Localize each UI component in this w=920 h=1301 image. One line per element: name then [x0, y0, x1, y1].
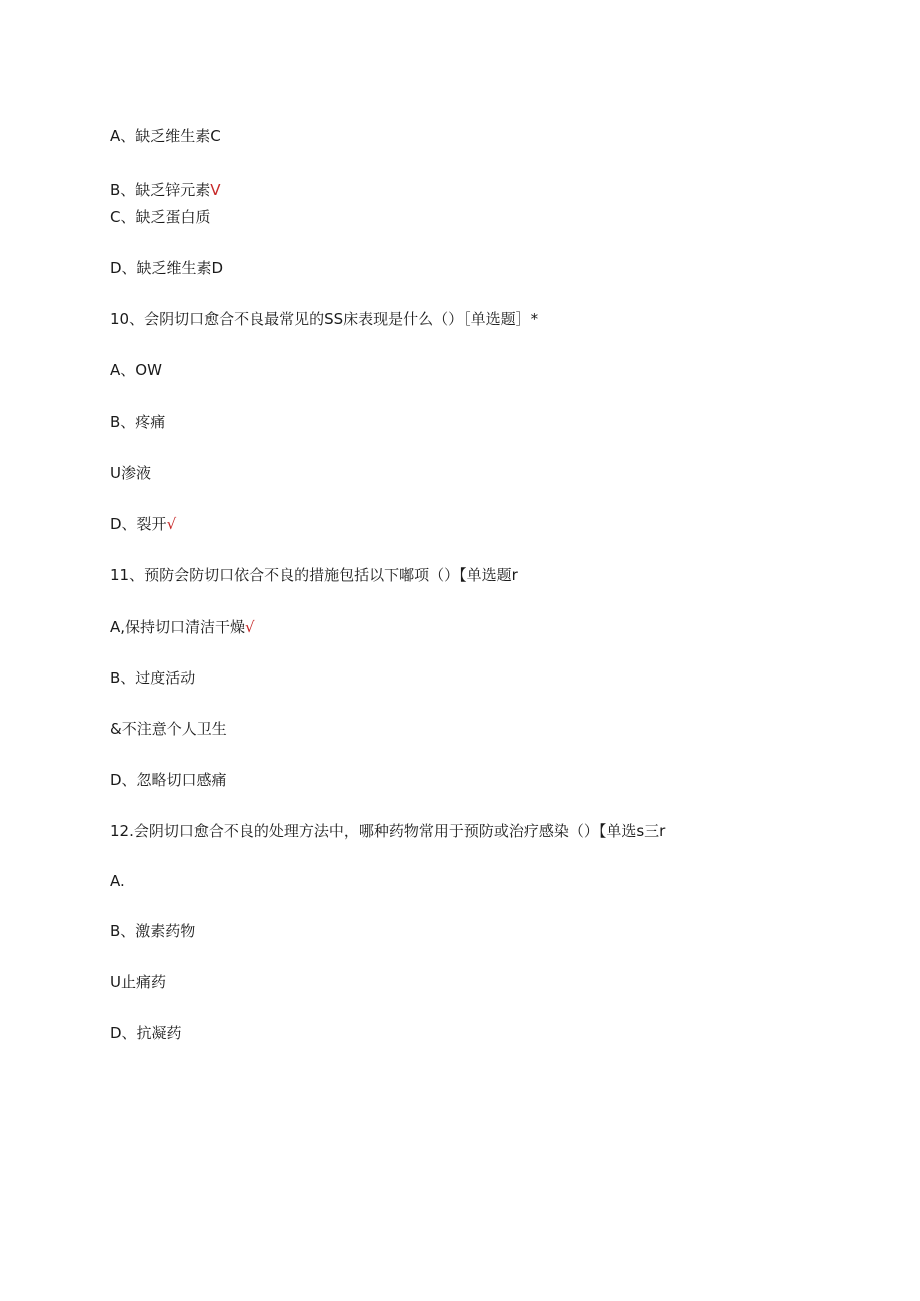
correct-answer-mark: √ [166, 515, 177, 533]
q11-option-c [110, 719, 227, 739]
q11-option-b-text: B、过度活动 [110, 669, 196, 687]
q9-option-a-text: A、缺乏维生素C [110, 127, 221, 145]
q12-stem [110, 821, 665, 841]
q11-stem-text: 11、预防会防切口依合不良的措施包括以下嘟项（）【单选题r [110, 566, 518, 584]
q11-option-b [110, 668, 195, 688]
q11-option-a [110, 617, 255, 637]
q11-option-c-text: &不注意个人卫生 [110, 720, 227, 738]
correct-answer-mark: √ [245, 618, 255, 636]
q12-option-b-text: B、激素药物 [110, 922, 196, 940]
q12-option-a-text: A. [110, 872, 125, 890]
q11-option-d-text: D、忽略切口感痛 [110, 771, 227, 789]
q9-option-c-text: C、缺乏蛋白质 [110, 208, 211, 226]
q10-option-b [110, 412, 165, 432]
q9-option-d [110, 258, 223, 278]
q10-option-d-text: D、裂开 [110, 515, 167, 533]
q9-option-b [110, 180, 221, 200]
q10-option-d [110, 514, 176, 534]
q12-option-b [110, 921, 195, 941]
q12-option-d-text: D、抗凝药 [110, 1024, 182, 1042]
q12-option-a [110, 871, 125, 891]
q9-option-a [110, 126, 221, 146]
q10-option-a [110, 360, 162, 380]
q10-stem [110, 309, 538, 329]
q11-option-d [110, 770, 227, 790]
q9-option-d-text: D、缺乏维生素D [110, 259, 224, 277]
q10-option-b-text: B、疼痛 [110, 413, 166, 431]
q10-stem-text: 10、会阴切口愈合不良最常见的SS床表现是什么（）［单选题］* [110, 310, 539, 328]
q12-option-c-text: U止痛药 [110, 973, 166, 991]
q9-option-b-text: B、缺乏锌元素 [110, 181, 211, 199]
q10-option-c [110, 463, 151, 483]
q11-option-a-text: A,保持切口清洁干燥 [110, 618, 246, 636]
q12-stem-text: 12.会阴切口愈合不良的处理方法中，哪种药物常用于预防或治疗感染（）【单选s三r [110, 822, 666, 840]
correct-answer-mark: V [210, 181, 221, 199]
q10-option-c-text: U渗液 [110, 464, 151, 482]
q9-option-c [110, 207, 210, 227]
q11-stem [110, 565, 518, 585]
q12-option-c [110, 972, 166, 992]
q10-option-a-text: A、OW [110, 361, 162, 379]
q12-option-d [110, 1023, 182, 1043]
